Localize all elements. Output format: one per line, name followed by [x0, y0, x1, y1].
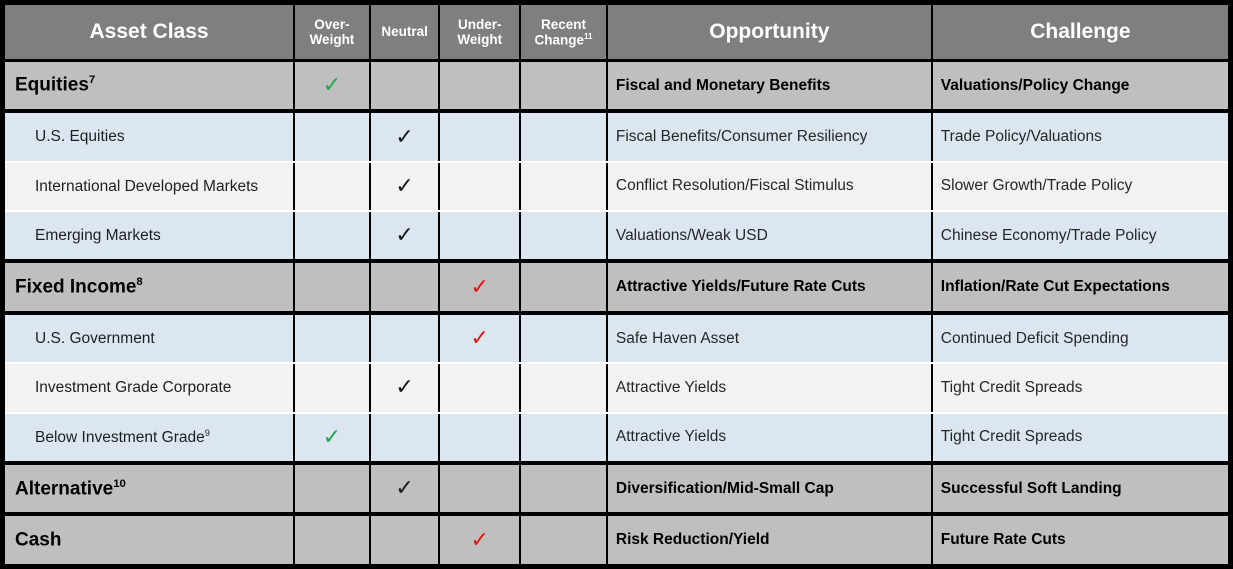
asset-name: Alternative: [15, 477, 114, 499]
asset-class-cell: [3, 514, 295, 566]
asset-class-cell: [3, 211, 295, 261]
opportunity-cell: Fiscal Benefits/Consumer Resiliency: [607, 111, 932, 161]
check-icon: ✓: [470, 526, 489, 552]
recent-change-cell: [520, 211, 607, 261]
underweight-check-cell: [439, 313, 520, 363]
underweight-check-cell: [439, 162, 520, 211]
check-icon: ✓: [470, 273, 489, 299]
footnote-marker: 7: [88, 74, 96, 87]
check-icon: ✓: [470, 325, 489, 351]
table-row-fixed-income: [3, 261, 1231, 312]
asset-class-cell: [3, 463, 295, 514]
overweight-check-cell: [294, 162, 370, 211]
col-header-opportunity: Opportunity: [607, 3, 932, 61]
underweight-check-cell: [439, 363, 520, 412]
underweight-check-cell: [439, 514, 520, 566]
recent-change-cell: [520, 60, 607, 111]
overweight-check-cell: [294, 211, 370, 261]
col-header-recent-change: [520, 3, 607, 61]
check-icon: ✓: [395, 172, 414, 198]
check-icon: ✓: [395, 123, 414, 149]
challenge-cell: Slower Growth/Trade Policy: [932, 162, 1231, 211]
table-row-us-government: [3, 313, 1231, 363]
asset-class-cell: [3, 261, 295, 312]
table-header-row: [3, 3, 1231, 61]
underweight-check-cell: [439, 111, 520, 161]
recent-change-cell: [520, 162, 607, 211]
asset-class-cell: [3, 162, 295, 211]
recent-change-footnote: 11: [583, 31, 593, 41]
asset-name: U.S. Equities: [35, 128, 125, 146]
neutral-check-cell: [370, 463, 440, 514]
check-icon: ✓: [395, 222, 414, 248]
challenge-cell: Continued Deficit Spending: [932, 313, 1231, 363]
overweight-check-cell: [294, 261, 370, 312]
table-row-us-equities: [3, 111, 1231, 161]
table-row-international-developed: [3, 162, 1231, 211]
recent-change-cell: [520, 463, 607, 514]
recent-change-cell: [520, 261, 607, 312]
challenge-cell: Chinese Economy/Trade Policy: [932, 211, 1231, 261]
footnote-marker: 8: [136, 275, 143, 288]
recent-change-label: Recent Change: [534, 16, 586, 48]
asset-class-cell: [3, 363, 295, 412]
challenge-cell: Future Rate Cuts: [932, 514, 1231, 566]
asset-name: Cash: [15, 529, 62, 551]
asset-class-cell: [3, 111, 295, 161]
overweight-check-cell: [294, 363, 370, 412]
col-header-asset-class: Asset Class: [3, 3, 295, 61]
overweight-check-cell: [294, 413, 370, 463]
check-icon: ✓: [322, 72, 342, 98]
opportunity-cell: Conflict Resolution/Fiscal Stimulus: [607, 162, 932, 211]
col-header-under-weight: Under-Weight: [439, 3, 520, 61]
underweight-check-cell: [439, 463, 520, 514]
recent-change-cell: [520, 111, 607, 161]
footnote-marker: 10: [113, 477, 126, 490]
overweight-check-cell: [294, 313, 370, 363]
opportunity-cell: Diversification/Mid-Small Cap: [607, 463, 932, 514]
asset-name: U.S. Government: [35, 330, 155, 348]
col-header-neutral: Neutral: [370, 3, 440, 61]
neutral-check-cell: [370, 313, 440, 363]
neutral-check-cell: [370, 211, 440, 261]
opportunity-cell: Attractive Yields: [607, 413, 932, 463]
overweight-check-cell: [294, 463, 370, 514]
asset-name: Below Investment Grade: [35, 428, 205, 446]
overweight-check-cell: [294, 60, 370, 111]
neutral-check-cell: [370, 413, 440, 463]
opportunity-cell: Fiscal and Monetary Benefits: [607, 60, 932, 111]
neutral-check-cell: [370, 514, 440, 566]
neutral-check-cell: [370, 162, 440, 211]
recent-change-cell: [520, 413, 607, 463]
opportunity-cell: Attractive Yields: [607, 363, 932, 412]
neutral-check-cell: [370, 60, 440, 111]
challenge-cell: Tight Credit Spreads: [932, 363, 1231, 412]
underweight-check-cell: [439, 261, 520, 312]
check-icon: ✓: [395, 475, 414, 501]
overweight-check-cell: [294, 514, 370, 566]
col-header-challenge: Challenge: [932, 3, 1231, 61]
underweight-check-cell: [439, 60, 520, 111]
recent-change-cell: [520, 514, 607, 566]
asset-name: International Developed Markets: [35, 177, 259, 195]
opportunity-cell: Safe Haven Asset: [607, 313, 932, 363]
table-row-alternative: [3, 463, 1231, 514]
neutral-check-cell: [370, 261, 440, 312]
recent-change-cell: [520, 363, 607, 412]
challenge-cell: Tight Credit Spreads: [932, 413, 1231, 463]
underweight-check-cell: [439, 211, 520, 261]
table-row-investment-grade-corporate: [3, 363, 1231, 412]
challenge-cell: Valuations/Policy Change: [932, 60, 1231, 111]
challenge-cell: Successful Soft Landing: [932, 463, 1231, 514]
underweight-check-cell: [439, 413, 520, 463]
recent-change-cell: [520, 313, 607, 363]
opportunity-cell: Valuations/Weak USD: [607, 211, 932, 261]
footnote-marker: 9: [204, 427, 210, 438]
asset-class-cell: [3, 413, 295, 463]
col-header-over-weight: Over-Weight: [294, 3, 370, 61]
check-icon: ✓: [395, 374, 414, 400]
asset-class-cell: [3, 60, 295, 111]
challenge-cell: Inflation/Rate Cut Expectations: [932, 261, 1231, 312]
check-icon: ✓: [322, 423, 342, 449]
challenge-cell: Trade Policy/Valuations: [932, 111, 1231, 161]
opportunity-cell: Attractive Yields/Future Rate Cuts: [607, 261, 932, 312]
table-row-equities: [3, 60, 1231, 111]
neutral-check-cell: [370, 111, 440, 161]
opportunity-cell: Risk Reduction/Yield: [607, 514, 932, 566]
table-row-cash: [3, 514, 1231, 566]
asset-name: Fixed Income: [15, 276, 137, 298]
asset-name: Emerging Markets: [35, 227, 161, 245]
asset-name: Equities: [15, 74, 89, 96]
table-row-below-investment-grade: [3, 413, 1231, 463]
overweight-check-cell: [294, 111, 370, 161]
neutral-check-cell: [370, 363, 440, 412]
asset-name: Investment Grade Corporate: [35, 379, 232, 397]
table-row-emerging-markets: [3, 211, 1231, 261]
asset-class-cell: [3, 313, 295, 363]
